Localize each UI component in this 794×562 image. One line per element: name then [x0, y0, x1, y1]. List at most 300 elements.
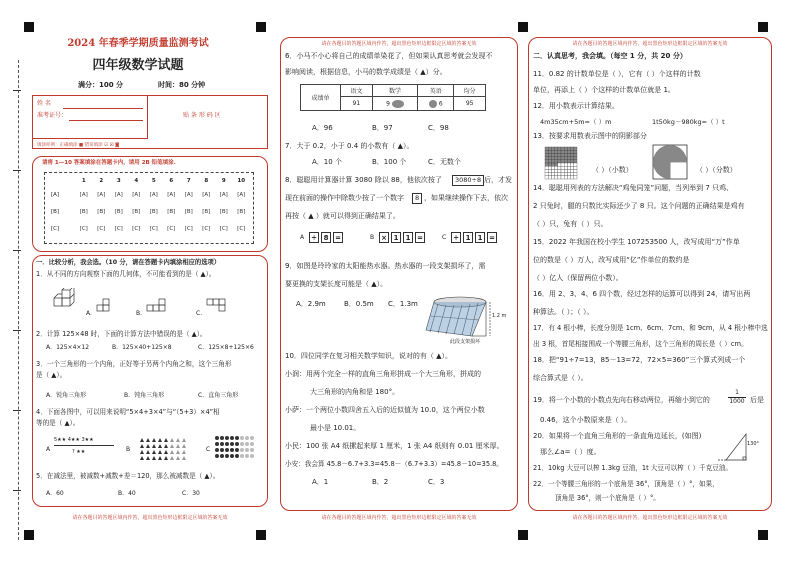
grid-cell [558, 166, 561, 169]
triangle-marker [182, 456, 186, 460]
answer-bubble-6-A[interactable]: [A] [167, 192, 176, 198]
q19-fraction-denominator: 1000 [729, 398, 745, 405]
answer-bubble-10-C[interactable]: [C] [237, 226, 246, 232]
seam-dashed-line [18, 60, 19, 540]
q13-answer-b: （ ）（分数） [696, 166, 737, 174]
q9-option-b: B．0.5m [344, 300, 374, 308]
binding-seam [0, 60, 24, 540]
answer-number-1: 1 [81, 178, 86, 184]
triangle-marker [176, 444, 180, 448]
triangle-marker [140, 456, 144, 460]
grid-cell [564, 147, 567, 150]
score-table-col-english: 英语 [418, 85, 454, 97]
circle-marker [230, 448, 234, 452]
q4-figure-a-text: 5★★ 4★★ 3★★ [54, 437, 94, 443]
q8-key-8: 8 [412, 193, 422, 204]
q22-text-cont: 顶角是 36°，则一个底角是（ ）°。 [555, 494, 660, 502]
grid-cell [561, 166, 564, 169]
q4-option-c-figure [214, 434, 258, 468]
q20-triangle-figure [716, 430, 764, 464]
q9-text-cont: 要更换的支架长度可能是（ ▲）。 [285, 280, 388, 288]
grid-cell [551, 169, 554, 172]
grid-cell [558, 169, 561, 172]
score-table [300, 84, 486, 111]
triangle-marker [146, 456, 150, 460]
q2-option-c: C．125×8+125×6 [198, 344, 254, 351]
answer-bubble-9-A[interactable]: [A] [219, 192, 228, 198]
grid-cell [555, 153, 558, 156]
grid-cell [548, 147, 551, 150]
q4-option-a-figure [54, 436, 118, 466]
triangle-marker [146, 438, 150, 442]
q2-option-b: B．125×40+125×8 [112, 344, 172, 351]
grid-cell [555, 166, 558, 169]
q3-text: 3．一个三角形的一个内角，正好等于另两个内角之和，这个三角形 [36, 360, 232, 368]
q1-solid-figure [52, 288, 82, 312]
q15-text: 15．2022 年我国在校小学生 107253500 人，改写成用“万”作单 [533, 238, 740, 246]
name-field[interactable] [63, 108, 143, 109]
q13-answer-a: （ ）（小数） [592, 166, 633, 174]
grid-cell [551, 173, 554, 176]
q19-text-cont: 0.46，这个小数原来是（ ）。 [540, 416, 632, 424]
q21-text: 21．10kg 大豆可以榨 1.3kg 豆油，1t 大豆可以榨（ ）千克豆油。 [533, 464, 733, 472]
circle-marker [235, 454, 239, 458]
answer-bubble-5-A[interactable]: [A] [149, 192, 158, 198]
section1-heading: 一．比较分析，我会选。（10 分，请在答题卡内填涂相应的选项） [36, 259, 221, 266]
grid-cell [571, 169, 574, 172]
q6-option-c: C．98 [428, 124, 449, 132]
grid-cell [555, 169, 558, 172]
registration-mark-bottom-mid-right [518, 530, 528, 540]
seam-tick [13, 250, 21, 251]
q5-option-c: C．30 [182, 490, 200, 497]
q10-xiaorun: 小润：用两个完全一样的直角三角形拼成一个大三角形，拼成的 [285, 370, 481, 378]
answer-bubble-3-B[interactable]: [B] [114, 209, 123, 215]
circle-marker [235, 442, 239, 446]
triangle-marker [164, 456, 168, 460]
triangle-marker [164, 450, 168, 454]
q11-text: 11．0.82 的计数单位是（ ），它有（ ）个这样的计数 [533, 70, 701, 78]
grid-cell [574, 163, 577, 166]
circle-marker [225, 454, 229, 458]
q14-text: 14．聪聪用列表的方法解决“鸡兔同笼”问题，当列举到 7 只鸡、 [533, 184, 734, 192]
grid-cell [545, 157, 548, 160]
grid-cell [561, 160, 564, 163]
grid-cell [571, 153, 574, 156]
q17-text-cont: 出 3 根，首尾相接围成一个等腰三角形，这个三角形的周长是（ ）cm。 [533, 340, 748, 348]
q3-option-c: C．直角三角形 [198, 392, 239, 399]
grid-cell [545, 176, 548, 179]
circle-marker [245, 436, 249, 440]
q4-text-cont: 等的是（ ▲）。 [36, 419, 80, 427]
circle-marker [230, 436, 234, 440]
score-english-visible: 6 [438, 100, 443, 107]
seam-tick [13, 490, 21, 491]
q19-fraction [728, 389, 746, 406]
circle-marker [215, 454, 219, 458]
circle-marker [225, 436, 229, 440]
grid-cell [545, 166, 548, 169]
registration-mark-top-mid-right [518, 22, 528, 32]
q10-option-a: A．1 [312, 478, 329, 486]
q12-part-b: 1t50kg－980kg=（ ）t [652, 118, 725, 126]
triangle-marker [182, 438, 186, 442]
score-table-header: 成绩单 [301, 85, 341, 111]
q3-option-a: A．锐角三角形 [46, 392, 87, 399]
q20-text: 20．如果将一个直角三角形的一条直角边延长，(如图) [533, 432, 702, 440]
grid-cell [564, 153, 567, 156]
q19-text-tail: 后是 [750, 396, 764, 404]
triangle-marker [158, 438, 162, 442]
answer-bubble-7-A[interactable]: [A] [184, 192, 193, 198]
grid-cell [564, 163, 567, 166]
section2-heading: 二．认真思考，我会填。（每空 1 分，共 20 分） [533, 52, 687, 60]
q10-text: 10．四位同学在复习相关数学知识，说对的有（ ▲）。 [285, 352, 453, 360]
score-english-blotted [418, 97, 454, 111]
circle-marker [230, 442, 234, 446]
q12-part-a: 4m35cm+5m=（ ）m [540, 118, 612, 126]
answer-bubble-4-B[interactable]: [B] [132, 209, 141, 215]
grid-cell [564, 173, 567, 176]
answer-card-title: 请将 1—10 答案填涂在答题卡内，请用 2B 铅笔填涂. [42, 160, 176, 166]
circle-marker [215, 448, 219, 452]
q6-option-b: B．97 [372, 124, 393, 132]
calculator-key: ÷ [309, 232, 319, 243]
grid-cell [567, 160, 570, 163]
q1-option-b-figure [146, 296, 170, 320]
grid-cell [555, 160, 558, 163]
seam-tick [13, 170, 21, 171]
circle-marker [240, 448, 244, 452]
triangle-marker [158, 444, 162, 448]
circle-marker [235, 436, 239, 440]
q5-option-a: A．60 [46, 490, 64, 497]
grid-cell [567, 147, 570, 150]
answer-bubble-2-B[interactable]: [B] [97, 209, 106, 215]
q19-fraction-numerator: 1 [728, 389, 746, 398]
q19-text: 19．将一个小数的小数点先向右移动两位，再缩小到它的 [533, 396, 710, 404]
grid-cell [548, 173, 551, 176]
grid-cell [574, 166, 577, 169]
grid-cell [564, 160, 567, 163]
grid-cell [548, 163, 551, 166]
grid-cell [555, 176, 558, 179]
q1-option-a-figure [96, 296, 116, 320]
answer-bubble-10-B[interactable]: [B] [237, 209, 246, 215]
student-info-box [32, 95, 268, 149]
grid-cell [545, 160, 548, 163]
circle-marker [250, 436, 254, 440]
grid-cell [574, 147, 577, 150]
circle-marker [245, 454, 249, 458]
grid-cell [548, 153, 551, 156]
q1-option-b: B. [136, 310, 143, 317]
score-average: 95 [454, 97, 486, 111]
q10-xiaorun-cont: 大三角形的内角和是 180°。 [310, 388, 400, 396]
grid-cell [567, 150, 570, 153]
answer-number-7: 7 [186, 178, 191, 184]
answer-bubble-1-B[interactable]: [B] [79, 209, 88, 215]
grid-cell [555, 150, 558, 153]
triangle-marker [176, 438, 180, 442]
triangle-marker [170, 438, 174, 442]
answer-bubble-8-A[interactable]: [A] [202, 192, 211, 198]
triangle-marker [164, 438, 168, 442]
grid-cell [571, 150, 574, 153]
score-table-col-chinese: 语文 [341, 85, 373, 97]
circle-marker [240, 442, 244, 446]
q18-text-cont: 综合算式是（ ）。 [533, 374, 588, 382]
score-chinese: 91 [341, 97, 373, 111]
registration-mark-bottom-left [24, 530, 34, 540]
q15-text-cont2: （ ）亿人（保留两位小数）。 [533, 274, 623, 282]
triangle-marker [158, 450, 162, 454]
exam-subtitle: 四年级数学试题 [92, 58, 184, 73]
q9-option-c: C．1.3m [388, 300, 418, 308]
answer-bubble-3-A[interactable]: [A] [114, 192, 123, 198]
calculator-key: 1 [391, 232, 401, 243]
q3-text-cont: 是（ ▲）。 [36, 371, 67, 379]
q16-text-cont: 种算法。（ ）；（ ）。 [533, 308, 594, 316]
triangle-marker [170, 444, 174, 448]
q4-figure-a-bottom-text: ? ★★ [72, 449, 86, 455]
answer-bubble-7-C[interactable]: [C] [184, 226, 193, 232]
registration-mark-bottom-mid-left [256, 530, 266, 540]
triangle-marker [140, 450, 144, 454]
q7-option-b: B．100 个 [372, 158, 407, 166]
answer-bubble-10-A[interactable]: [A] [237, 192, 246, 198]
ink-blot [392, 100, 404, 108]
q7-text: 7．大于 0.2，小于 0.4 的小数有（ ▲）。 [285, 142, 414, 150]
grid-cell [558, 176, 561, 179]
grid-cell [548, 176, 551, 179]
q1-option-c: C. [196, 310, 203, 317]
grid-cell [567, 176, 570, 179]
triangle-marker [146, 444, 150, 448]
calculator-key: × [379, 232, 389, 243]
circle-marker [240, 454, 244, 458]
circle-marker [245, 448, 249, 452]
calculator-key: ÷ [451, 232, 461, 243]
q16-text: 16．用 2、3、4、6 四个数，经过怎样的运算可以得到 24，请写出两 [533, 290, 751, 298]
grid-cell [558, 160, 561, 163]
answer-bubble-5-C[interactable]: [C] [149, 226, 158, 232]
q8-text-line3: 再按（ ▲ ）就可以得到正确结果了。 [285, 212, 400, 220]
grid-cell [548, 157, 551, 160]
circle-marker [225, 448, 229, 452]
grid-cell [545, 169, 548, 172]
calculator-key: 1 [403, 232, 413, 243]
registration-mark-top-left [24, 22, 34, 32]
q9-text: 9．如图是玲玲家的太阳能热水器。热水器的一段支架损坏了，需 [285, 262, 486, 270]
answer-bubble-9-B[interactable]: [B] [219, 209, 228, 215]
triangle-marker [158, 456, 162, 460]
grid-cell [567, 166, 570, 169]
grid-cell [561, 169, 564, 172]
answer-bubble-3-C[interactable]: [C] [114, 226, 123, 232]
circle-marker [235, 448, 239, 452]
calculator-key: = [415, 232, 425, 243]
answer-bubble-6-B[interactable]: [B] [167, 209, 176, 215]
q8-text-line2-tail: ，如果继续操作下去，依次 [424, 194, 508, 202]
grid-cell [567, 153, 570, 156]
calculator-key: 1 [475, 232, 485, 243]
grid-cell [567, 169, 570, 172]
grid-cell [564, 150, 567, 153]
q10-xiaoan: 小安：我会算 45.8－6.7+3.3=45.8－（6.7+3.3）=45.8－10=35.8。 [285, 460, 503, 468]
q3-option-b: B．钝角三角形 [124, 392, 165, 399]
id-field[interactable] [69, 120, 143, 121]
calculator-key: 8 [321, 232, 331, 243]
answer-bubble-4-C[interactable]: [C] [132, 226, 141, 232]
circle-marker [225, 442, 229, 446]
triangle-marker [152, 456, 156, 460]
answer-number-2: 2 [99, 178, 104, 184]
grid-cell [555, 163, 558, 166]
answer-bubble-2-A[interactable]: [A] [97, 192, 106, 198]
score-math-visible: 9 [386, 100, 390, 107]
q14-text-cont: 2 只兔时，腿的只数比实际还少了 8 只。这个问题的正确结果是鸡有 [533, 202, 745, 210]
answer-bubble-9-C[interactable]: [C] [219, 226, 228, 232]
grid-cell [567, 157, 570, 160]
heater-height-label: 1.2 m [492, 313, 507, 319]
grid-cell [545, 173, 548, 176]
grid-cell [545, 153, 548, 156]
grid-cell [571, 163, 574, 166]
exam-title: 2024 年春季学期质量监测考试 [67, 38, 209, 49]
right-bottom-boundary-note: 请在各题目的答题区域内作答，超出黑色矩形边框限定区域的答案无效 [572, 515, 728, 521]
grid-cell [558, 147, 561, 150]
circle-marker [245, 442, 249, 446]
q10-xiaosa: 小萨：一个两位小数四舍五入后的近似值为 10.0，这个两位小数 [285, 406, 485, 414]
circle-marker [250, 448, 254, 452]
name-label: 姓 名 [37, 100, 51, 107]
seam-tick [13, 410, 21, 411]
triangle-marker [152, 450, 156, 454]
grid-cell [564, 166, 567, 169]
grid-cell [574, 150, 577, 153]
triangle-marker [164, 444, 168, 448]
q1-option-a: A. [86, 310, 92, 317]
grid-cell [545, 147, 548, 150]
q8-calculator-key: 3080÷8 [452, 175, 484, 186]
grid-cell [548, 160, 551, 163]
q2-option-a: A．125×4×12 [46, 344, 90, 351]
grid-cell [571, 157, 574, 160]
grid-cell [548, 166, 551, 169]
grid-cell [571, 173, 574, 176]
q8-option-b: B [370, 234, 375, 241]
triangle-marker [140, 444, 144, 448]
grid-cell [567, 173, 570, 176]
q4-option-b-label: B [126, 446, 131, 453]
q10-option-b: B．2 [372, 478, 389, 486]
id-label: 准考证号： [37, 112, 68, 119]
circle-marker [215, 436, 219, 440]
grid-cell [574, 157, 577, 160]
circle-marker [240, 436, 244, 440]
grid-cell [548, 150, 551, 153]
q22-text: 22．一个等腰三角形的一个底角是 36°，顶角是（ ）°，如果， [533, 480, 719, 488]
score-table-col-math: 数学 [372, 85, 418, 97]
right-top-boundary-note: 请在各题目的答题区域内作答，超出黑色矩形边框限定区域的答案无效 [572, 41, 728, 47]
solar-heater-figure [424, 294, 516, 346]
grid-cell [571, 147, 574, 150]
q20-text-cont: 那么∠a=（ ）度。 [540, 448, 601, 456]
grid-cell [555, 173, 558, 176]
q17-text: 17．有 4 根小棒，长度分别是 1cm、6cm、7cm、和 9cm，从 4 根小棒中选 [533, 324, 768, 332]
triangle-marker [170, 450, 174, 454]
q20-angle-label: 130° [747, 441, 760, 447]
calculator-key: = [487, 232, 497, 243]
grid-cell [558, 163, 561, 166]
q5-text: 5．在减法里，被减数+减数+差＝120，那么被减数是（ ▲）。 [36, 472, 220, 480]
q4-option-a-label: A [46, 446, 51, 453]
q11-text-cont: 单位，再添上（ ）个这样的计数单位就是 1。 [533, 86, 675, 94]
grid-cell [551, 160, 554, 163]
answer-bubble-5-B[interactable]: [B] [149, 209, 158, 215]
answer-bubble-8-B[interactable]: [B] [202, 209, 211, 215]
grid-cell [551, 147, 554, 150]
answer-bubble-1-C[interactable]: [C] [79, 226, 88, 232]
heater-caption: 此段支架损坏 [450, 339, 481, 345]
grid-cell [555, 157, 558, 160]
answer-number-10: 10 [237, 178, 246, 184]
answer-row-label-B: [B] [51, 209, 60, 215]
triangle-marker [146, 450, 150, 454]
answer-bubble-8-C[interactable]: [C] [202, 226, 211, 232]
grid-cell [558, 157, 561, 160]
answer-bubble-7-B[interactable]: [B] [184, 209, 193, 215]
q8-option-a: A [300, 234, 305, 241]
seam-tick [13, 90, 21, 91]
grid-cell [561, 157, 564, 160]
grid-cell [561, 173, 564, 176]
q4-option-b-figure [138, 434, 194, 468]
answer-grid [44, 172, 254, 244]
q1-option-c-figure [206, 296, 234, 320]
grid-cell [545, 150, 548, 153]
answer-bubble-6-C[interactable]: [C] [167, 226, 176, 232]
circle-marker [250, 442, 254, 446]
grid-cell [574, 173, 577, 176]
calculator-key: 1 [463, 232, 473, 243]
q13-grid-figure [544, 146, 578, 184]
answer-grid-columns [75, 177, 251, 243]
registration-mark-top-right [758, 22, 768, 32]
q1-text: 1．从不同的方向观察下面的几何体，不可能看到的是（ ▲）。 [36, 270, 216, 278]
score-label: 满分：100 分 [78, 81, 124, 89]
q4-option-c-label: C [206, 446, 211, 453]
circle-marker [230, 454, 234, 458]
circle-marker [215, 442, 219, 446]
fill-sample-note: 填涂样例：正确填涂 ■ 错误填涂 ☑ ☒ ◙ [37, 143, 120, 148]
q6-option-a: A．96 [312, 124, 333, 132]
q10-xiaomin: 小民：100 张 A4 纸摞起来厚 1 厘米，1 张 A4 纸则有 0.01 厘米厚。 [285, 442, 504, 450]
q6-text: 6．小马不小心将自己的成绩单染花了，但如果认真思考就会发现不 [285, 52, 493, 60]
answer-bubble-2-C[interactable]: [C] [97, 226, 106, 232]
circle-marker [220, 454, 224, 458]
triangle-marker [182, 444, 186, 448]
answer-bubble-4-A[interactable]: [A] [132, 192, 141, 198]
score-table-col-average: 均分 [454, 85, 486, 97]
triangle-marker [152, 438, 156, 442]
grid-cell [574, 169, 577, 172]
answer-bubble-1-A[interactable]: [A] [79, 192, 88, 198]
middle-bottom-boundary-note: 请在各题目的答题区域内作答，超出黑色矩形边框限定区域的答案无效 [321, 515, 477, 521]
grid-cell [548, 169, 551, 172]
answer-number-5: 5 [151, 178, 156, 184]
